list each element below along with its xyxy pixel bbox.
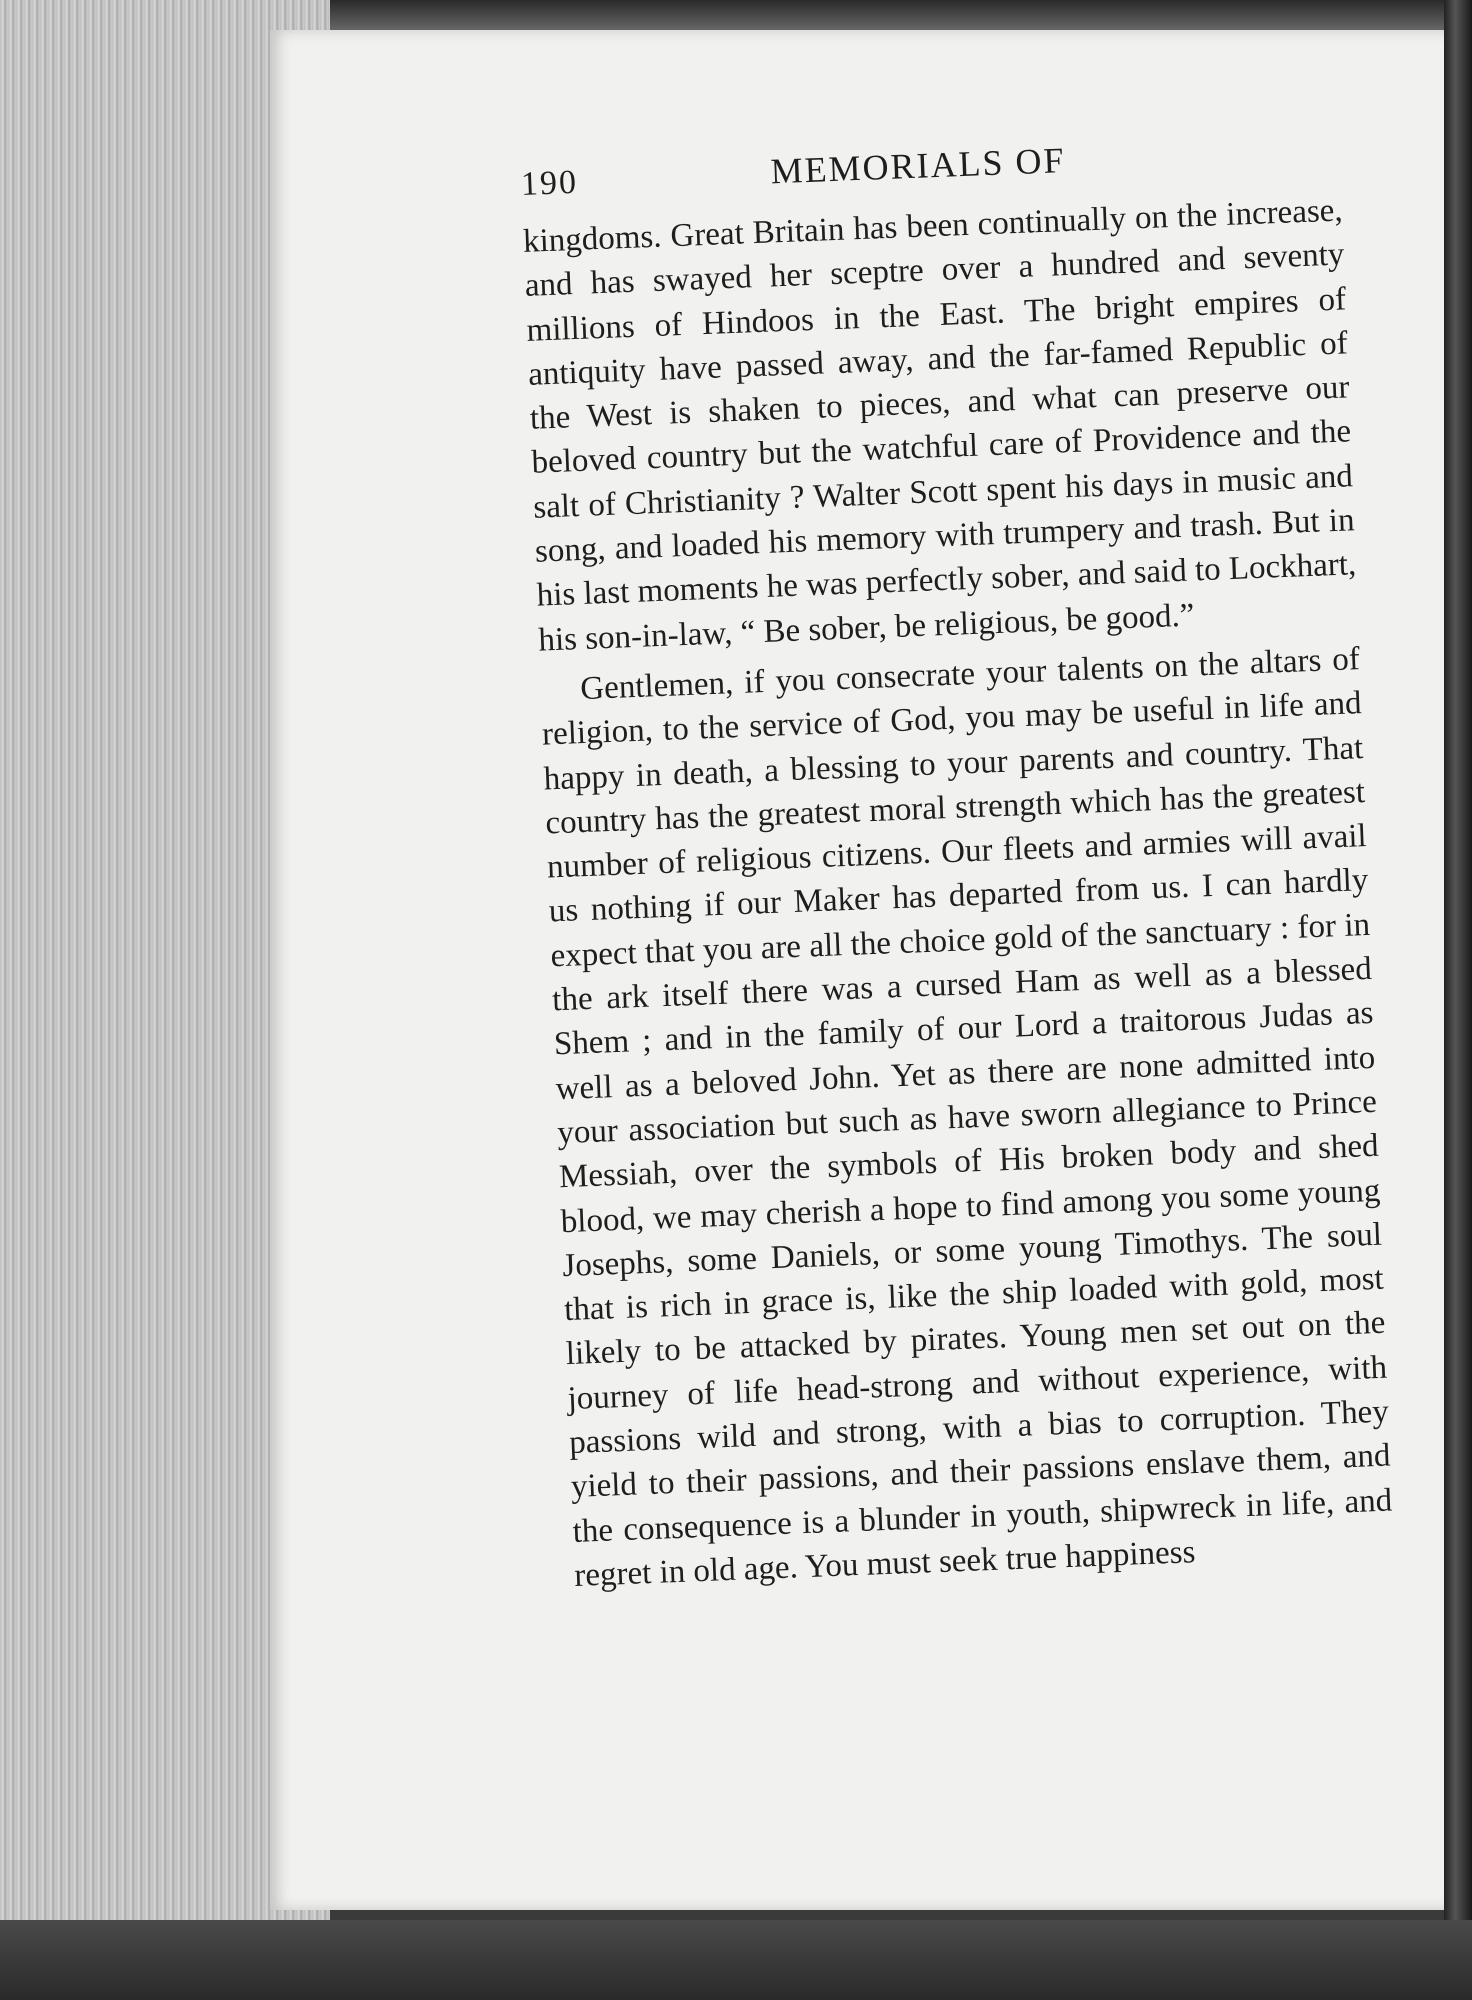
paragraph-continued: kingdoms. Great Britain has been continually on the increase, and has swayed her sceptre over a hundred and seventy millions of Hindoos in the East. The bright empires of antiquity have passed away, and the far-famed Republic of the West is shaken to pieces, and what can preserve our beloved country but the watchful care of Providence and the salt of Christianity ? Walter Scott spent his days in music and song, and loaded his memory with trumpery and trash. But in his last moments he was perfectly sober, and said to Lockhart, his son-in-law, “ Be sober, be religious, be good.” [522, 192, 1357, 659]
paragraph: Gentlemen, if you consecrate your talents on the altars of religion, to the service of God, you may be useful in life and happy in death, a blessing to your parents and country. That country has the greatest moral strength which has the greatest number of religious citizens. Our fleets and armies will avail us nothing if our Maker has departed from us. I can hardly expect that you are all the choice gold of the sanctuary : for in the ark itself there was a cursed Ham as well as a blessed Shem ; and in the family of our Lord a traitorous Judas as well as a beloved John. Yet as there are none admitted into your association but such as have sworn allegiance to Prince Messiah, over the symbols of His broken body and shed blood, we may cherish a hope to find among you some young Josephs, some Daniels, or some young Timothys. The soul that is rich in grace is, like the ship loaded with gold, most likely to be attacked by pirates. Young men set out on the journey of life head-strong and without experience, with passions wild and strong, with a bias to corruption. They yield to their passions, and their passions enslave them, and the consequence is a blunder in youth, shipwreck in life, and regret in old age. You must seek true happiness [541, 641, 1393, 1594]
book-binding-edge [1444, 0, 1472, 2000]
page-content [520, 129, 1395, 1599]
page-title: MEMORIALS OF [769, 140, 1067, 192]
book-top-shadow [200, 0, 1472, 30]
body-text [522, 188, 1394, 1598]
book-bottom-shadow [0, 1920, 1472, 2000]
page-number: 190 [520, 163, 579, 203]
